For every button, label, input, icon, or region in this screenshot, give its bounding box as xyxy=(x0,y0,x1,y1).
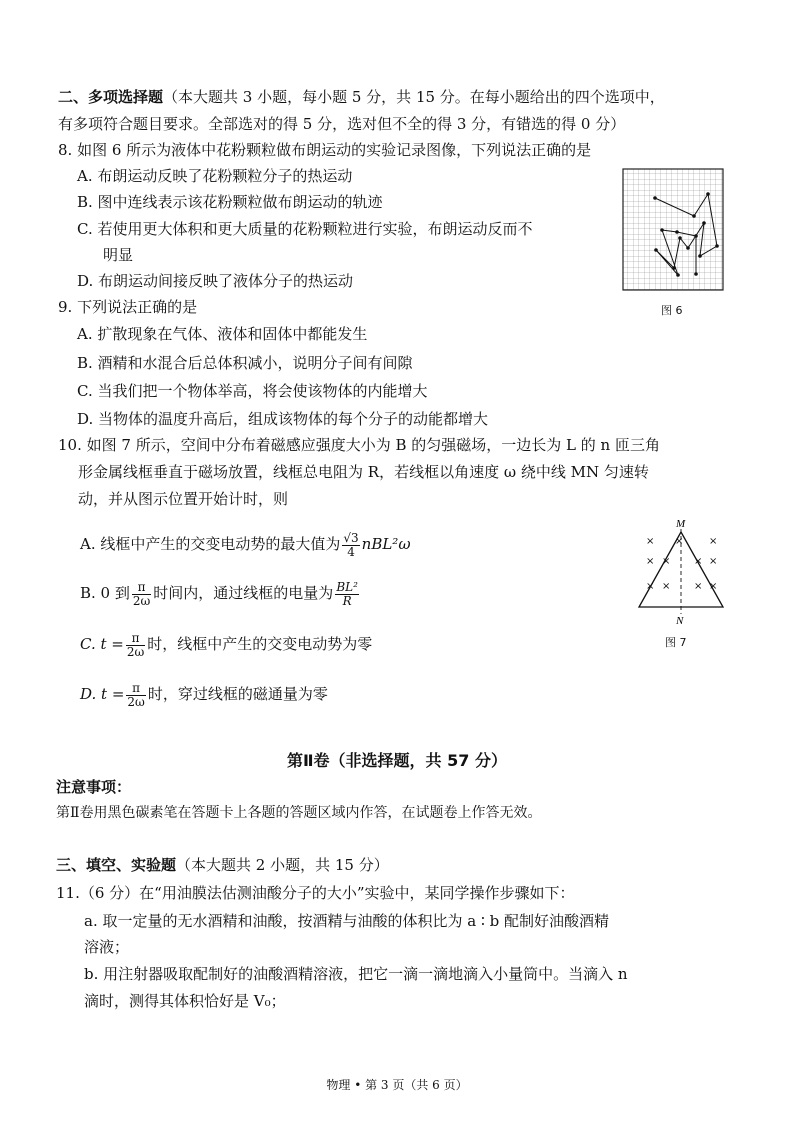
svg-text:×: × xyxy=(709,581,718,592)
section-multi-choice-heading xyxy=(58,86,665,108)
q10-option-d xyxy=(80,672,328,716)
q10-b-fraction-2 xyxy=(335,581,359,608)
svg-text:×: × xyxy=(694,581,703,592)
q10-a-formula: nBL²ω xyxy=(361,535,411,553)
field-crosses xyxy=(646,536,717,592)
q10-stem-line3: 动，并从图示位置开始计时，则 xyxy=(78,490,289,508)
q10-b-frac2-den: R xyxy=(342,593,352,608)
notice-title: 注意事项： xyxy=(56,778,132,796)
q10-d-text: D. t = xyxy=(80,685,125,703)
q10-c-post: 时，线框中产生的交变电动势为零 xyxy=(147,635,373,653)
q10-b-frac2-num: BL² xyxy=(336,579,358,594)
svg-text:×: × xyxy=(694,556,703,567)
section-fill-experiment-heading xyxy=(56,854,389,876)
q10-d-fraction xyxy=(126,682,145,709)
svg-text:×: × xyxy=(709,556,718,567)
section-desc-cont: 有多项符合题目要求。全部选对的得 5 分，选对但不全的得 3 分，有错选的得 0 分） xyxy=(58,115,626,133)
page-footer: 物理 • 第 3 页（共 6 页） xyxy=(326,1078,468,1092)
section-title: 二、多项选择题 xyxy=(58,88,164,106)
q10-b-mid: 时间内，通过线框的电量为 xyxy=(153,584,334,602)
svg-text:×: × xyxy=(662,581,671,592)
triangle-coil-figure xyxy=(632,514,732,626)
q11-step-a-line1: a. 取一定量的无水酒精和油酸，按酒精与油酸的体积比为 a ∶ b 配制好油酸酒精 xyxy=(84,912,610,930)
q10-b-fraction xyxy=(132,581,151,608)
q9-option-c: C. 当我们把一个物体举高，将会使该物体的内能增大 xyxy=(77,382,428,400)
section-desc-3: （本大题共 2 小题，共 15 分） xyxy=(176,856,389,874)
q10-option-b xyxy=(80,571,361,615)
q10-c-text: C. t = xyxy=(80,635,124,653)
q11-step-a-line2: 溶液； xyxy=(84,938,130,956)
q10-b-text: B. 0 到 xyxy=(80,584,130,602)
svg-text:×: × xyxy=(646,556,655,567)
q10-d-post: 时，穿过线框的磁通量为零 xyxy=(147,685,328,703)
q10-c-frac-num: π xyxy=(126,632,145,646)
svg-text:×: × xyxy=(662,556,671,567)
q9-stem: 9. 下列说法正确的是 xyxy=(58,298,198,316)
q8-option-c-line2: 明显 xyxy=(103,246,134,264)
grid-background xyxy=(623,169,723,290)
q8-option-d: D. 布朗运动间接反映了液体分子的热运动 xyxy=(77,272,354,290)
label-n: N xyxy=(676,615,684,626)
q10-c-frac-den: 2ω xyxy=(126,644,145,659)
q10-b-frac-num: π xyxy=(132,581,151,595)
label-m: M xyxy=(676,518,686,530)
q10-stem-line1: 10. 如图 7 所示，空间中分布着磁感应强度大小为 B 的匀强磁场，一边长为 L 的 n 匝三角 xyxy=(58,436,660,454)
figure-6-caption: 图 6 xyxy=(661,304,683,317)
q9-option-a: A. 扩散现象在气体、液体和固体中都能发生 xyxy=(77,325,368,343)
q10-a-text: A. 线框中产生的交变电动势的最大值为 xyxy=(80,535,341,553)
q10-c-fraction xyxy=(126,632,145,659)
q11-step-b-line2: 滴时，测得其体积恰好是 V₀； xyxy=(84,992,286,1010)
q8-option-b: B. 图中连线表示该花粉颗粒做布朗运动的轨迹 xyxy=(77,193,383,211)
svg-text:×: × xyxy=(675,536,684,547)
q11-step-b-line1: b. 用注射器吸取配制好的油酸酒精溶液，把它一滴一滴地滴入小量筒中。当滴入 n xyxy=(84,965,628,983)
q10-option-c xyxy=(80,622,372,666)
svg-text:×: × xyxy=(646,536,655,547)
q10-stem-line2: 形金属线框垂直于磁场放置，线框总电阻为 R，若线框以角速度 ω 绕中线 MN 匀速转 xyxy=(78,463,649,481)
brownian-motion-figure xyxy=(622,168,724,291)
section-desc: （本大题共 3 小题，每小题 5 分，共 15 分。在每小题给出的四个选项中， xyxy=(163,88,665,106)
svg-text:×: × xyxy=(646,581,655,592)
q8-option-c-line1: C. 若使用更大体积和更大质量的花粉颗粒进行实验，布朗运动反而不 xyxy=(77,220,533,238)
notice-text: 第Ⅱ卷用黑色碳素笔在答题卡上各题的答题区域内作答，在试题卷上作答无效。 xyxy=(56,805,542,821)
q10-b-frac-den: 2ω xyxy=(132,593,151,608)
q8-stem: 8. 如图 6 所示为液体中花粉颗粒做布朗运动的实验记录图像，下列说法正确的是 xyxy=(58,141,592,159)
svg-text:×: × xyxy=(709,536,718,547)
section-title-3: 三、填空、实验题 xyxy=(56,856,177,874)
figure-7-caption: 图 7 xyxy=(665,636,687,649)
q10-a-frac-den: 4 xyxy=(347,544,355,559)
q9-option-d: D. 当物体的温度升高后，组成该物体的每个分子的动能都增大 xyxy=(77,410,489,428)
q10-a-fraction xyxy=(342,532,359,559)
q10-option-a xyxy=(80,522,411,566)
q10-d-frac-den: 2ω xyxy=(127,694,145,709)
q8-option-a: A. 布朗运动反映了花粉颗粒分子的热运动 xyxy=(77,167,353,185)
q11-stem: 11.（6 分）在“用油膜法估测油酸分子的大小”实验中，某同学操作步骤如下： xyxy=(56,884,575,902)
part2-title: 第Ⅱ卷（非选择题，共 57 分） xyxy=(287,751,507,770)
q9-option-b: B. 酒精和水混合后总体积减小，说明分子间有间隙 xyxy=(77,354,413,372)
q10-a-frac-num: √3 xyxy=(343,530,359,545)
q10-d-frac-num: π xyxy=(126,682,145,696)
